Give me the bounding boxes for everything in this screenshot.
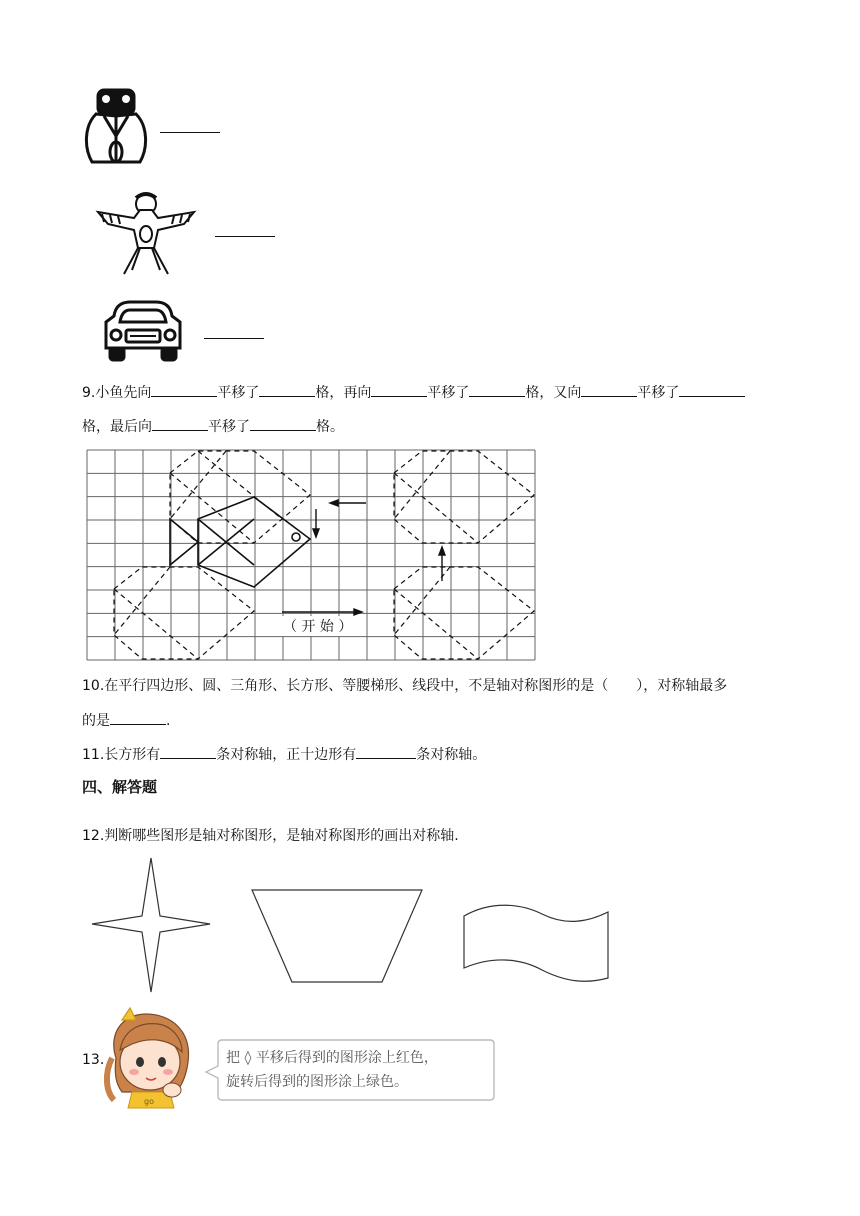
shirt-label: go — [144, 1097, 154, 1106]
q9-blank-5[interactable] — [581, 382, 637, 397]
q9-blank-1[interactable] — [151, 382, 217, 397]
section-heading: 四、解答题 — [82, 778, 158, 796]
direction-arrows — [282, 500, 445, 615]
q10-line2: 的是 . — [82, 710, 170, 731]
insect-answer-blank[interactable] — [160, 118, 220, 133]
q12-line: 12.判断哪些图形是轴对称图形，是轴对称图形的画出对称轴. — [82, 828, 459, 844]
q10-number: 10. — [82, 678, 105, 694]
trapezoid-figure — [250, 888, 424, 984]
four-point-star-figure — [90, 856, 212, 994]
fish-solid — [170, 497, 310, 587]
wavy-flag-figure — [462, 898, 610, 980]
car-answer-blank[interactable] — [204, 324, 264, 339]
grid-start-label: （ 开 始 ） — [282, 616, 353, 636]
q9-line2: 格，最后向 平移了 格。 — [82, 416, 344, 437]
q9-number: 9. — [82, 385, 96, 401]
bird-answer-blank[interactable] — [215, 222, 275, 237]
q11-line: 11.长方形有 条对称轴，正十边形有 条对称轴。 — [82, 744, 486, 765]
q11-blank-1[interactable] — [160, 744, 216, 759]
insect-figure — [82, 86, 162, 168]
girl-illustration — [102, 1004, 198, 1108]
q12-number: 12. — [82, 828, 105, 844]
q10-blank[interactable] — [110, 710, 166, 725]
q9-blank-8[interactable] — [250, 416, 316, 431]
q9-blank-6[interactable] — [679, 382, 745, 397]
q9-line1: 9.小鱼先向 平移了 格，再向 平移了 格，又向 平移了 — [82, 382, 745, 403]
q11-blank-2[interactable] — [356, 744, 416, 759]
q9-blank-3[interactable] — [371, 382, 427, 397]
q9-blank-2[interactable] — [259, 382, 315, 397]
bird-figure — [94, 190, 198, 276]
q9-blank-4[interactable] — [469, 382, 525, 397]
bubble-line-2: 旋转后得到的图形涂上绿色。 — [226, 1074, 408, 1090]
q13-number: 13. — [82, 1052, 105, 1068]
bubble-line-1: 把 ◊ 平移后得到的图形涂上红色， — [226, 1050, 438, 1066]
q9-blank-7[interactable] — [152, 416, 208, 431]
car-figure — [100, 298, 186, 364]
q11-number: 11. — [82, 747, 105, 763]
q10-line1: 10.在平行四边形、圆、三角形、长方形、等腰梯形、线段中，不是轴对称图形的是（ ），对称轴最多 — [82, 678, 728, 694]
